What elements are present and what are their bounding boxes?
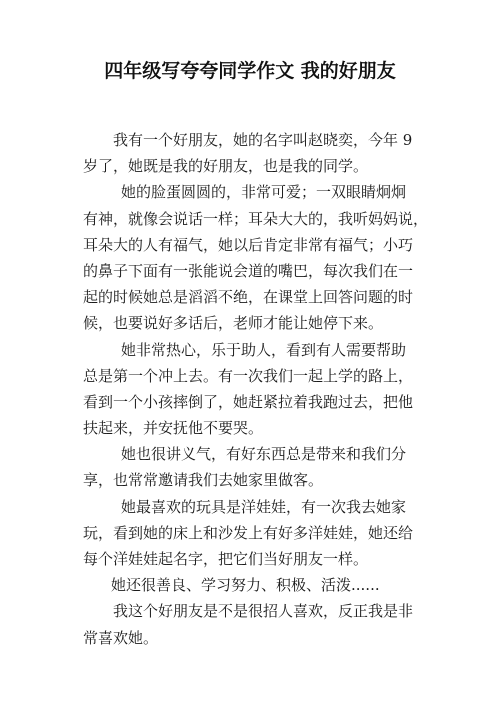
text-line: 候，也要说好多话后，老师才能让她停下来。 (83, 314, 384, 333)
text-line: 享，也常常邀请我们去她家里做客。 (83, 471, 324, 490)
text-line: 她非常热心，乐于助人，看到有人需要帮助 (121, 340, 407, 359)
text-line: 有神，就像会说话一样；耳朵大大的，我听妈妈说， (83, 209, 429, 228)
text-line: 玩，看到她的床上和沙发上有好多洋娃娃，她还给 (83, 523, 414, 542)
text-line: 每个洋娃娃起名字，把它们当好朋友一样。 (83, 550, 369, 568)
text-line: 她还很善良、学习努力、积极、活泼...... (111, 576, 380, 595)
document-title: 四年级写夸夸同学作文 我的好朋友 (104, 60, 396, 82)
text-line: 耳朵大的人有福气，她以后肯定非常有福气；小巧 (83, 235, 414, 254)
text-line: 她也很讲义气，有好东西总是带来和我们分 (121, 445, 407, 464)
text-line: 看到一个小孩摔倒了，她赶紧拉着我跑过去，把他 (83, 392, 414, 411)
text-line: 常喜欢她。 (83, 628, 159, 647)
text-line: 我有一个好朋友，她的名字叫赵晓奕，今年 9 (113, 131, 413, 149)
essay-body (83, 127, 431, 651)
text-line: 的鼻子下面有一张能说会道的嘴巴，每次我们在一 (83, 261, 414, 280)
text-line: 总是第一个冲上去。有一次我们一起上学的路上， (83, 366, 414, 385)
text-line: 扶起来，并安抚他不要哭。 (83, 419, 264, 438)
text-line: 她最喜欢的玩具是洋娃娃，有一次我去她家 (121, 497, 407, 516)
text-line: 起的时候她总是滔滔不绝，在课堂上回答问题的时 (83, 288, 414, 307)
text-line: 她的脸蛋圆圆的，非常可爱；一双眼睛炯炯 (121, 183, 407, 202)
text-line: 我这个好朋友是不是很招人喜欢，反正我是非 (113, 602, 414, 621)
text-line: 岁了，她既是我的好朋友，也是我的同学。 (83, 157, 369, 176)
